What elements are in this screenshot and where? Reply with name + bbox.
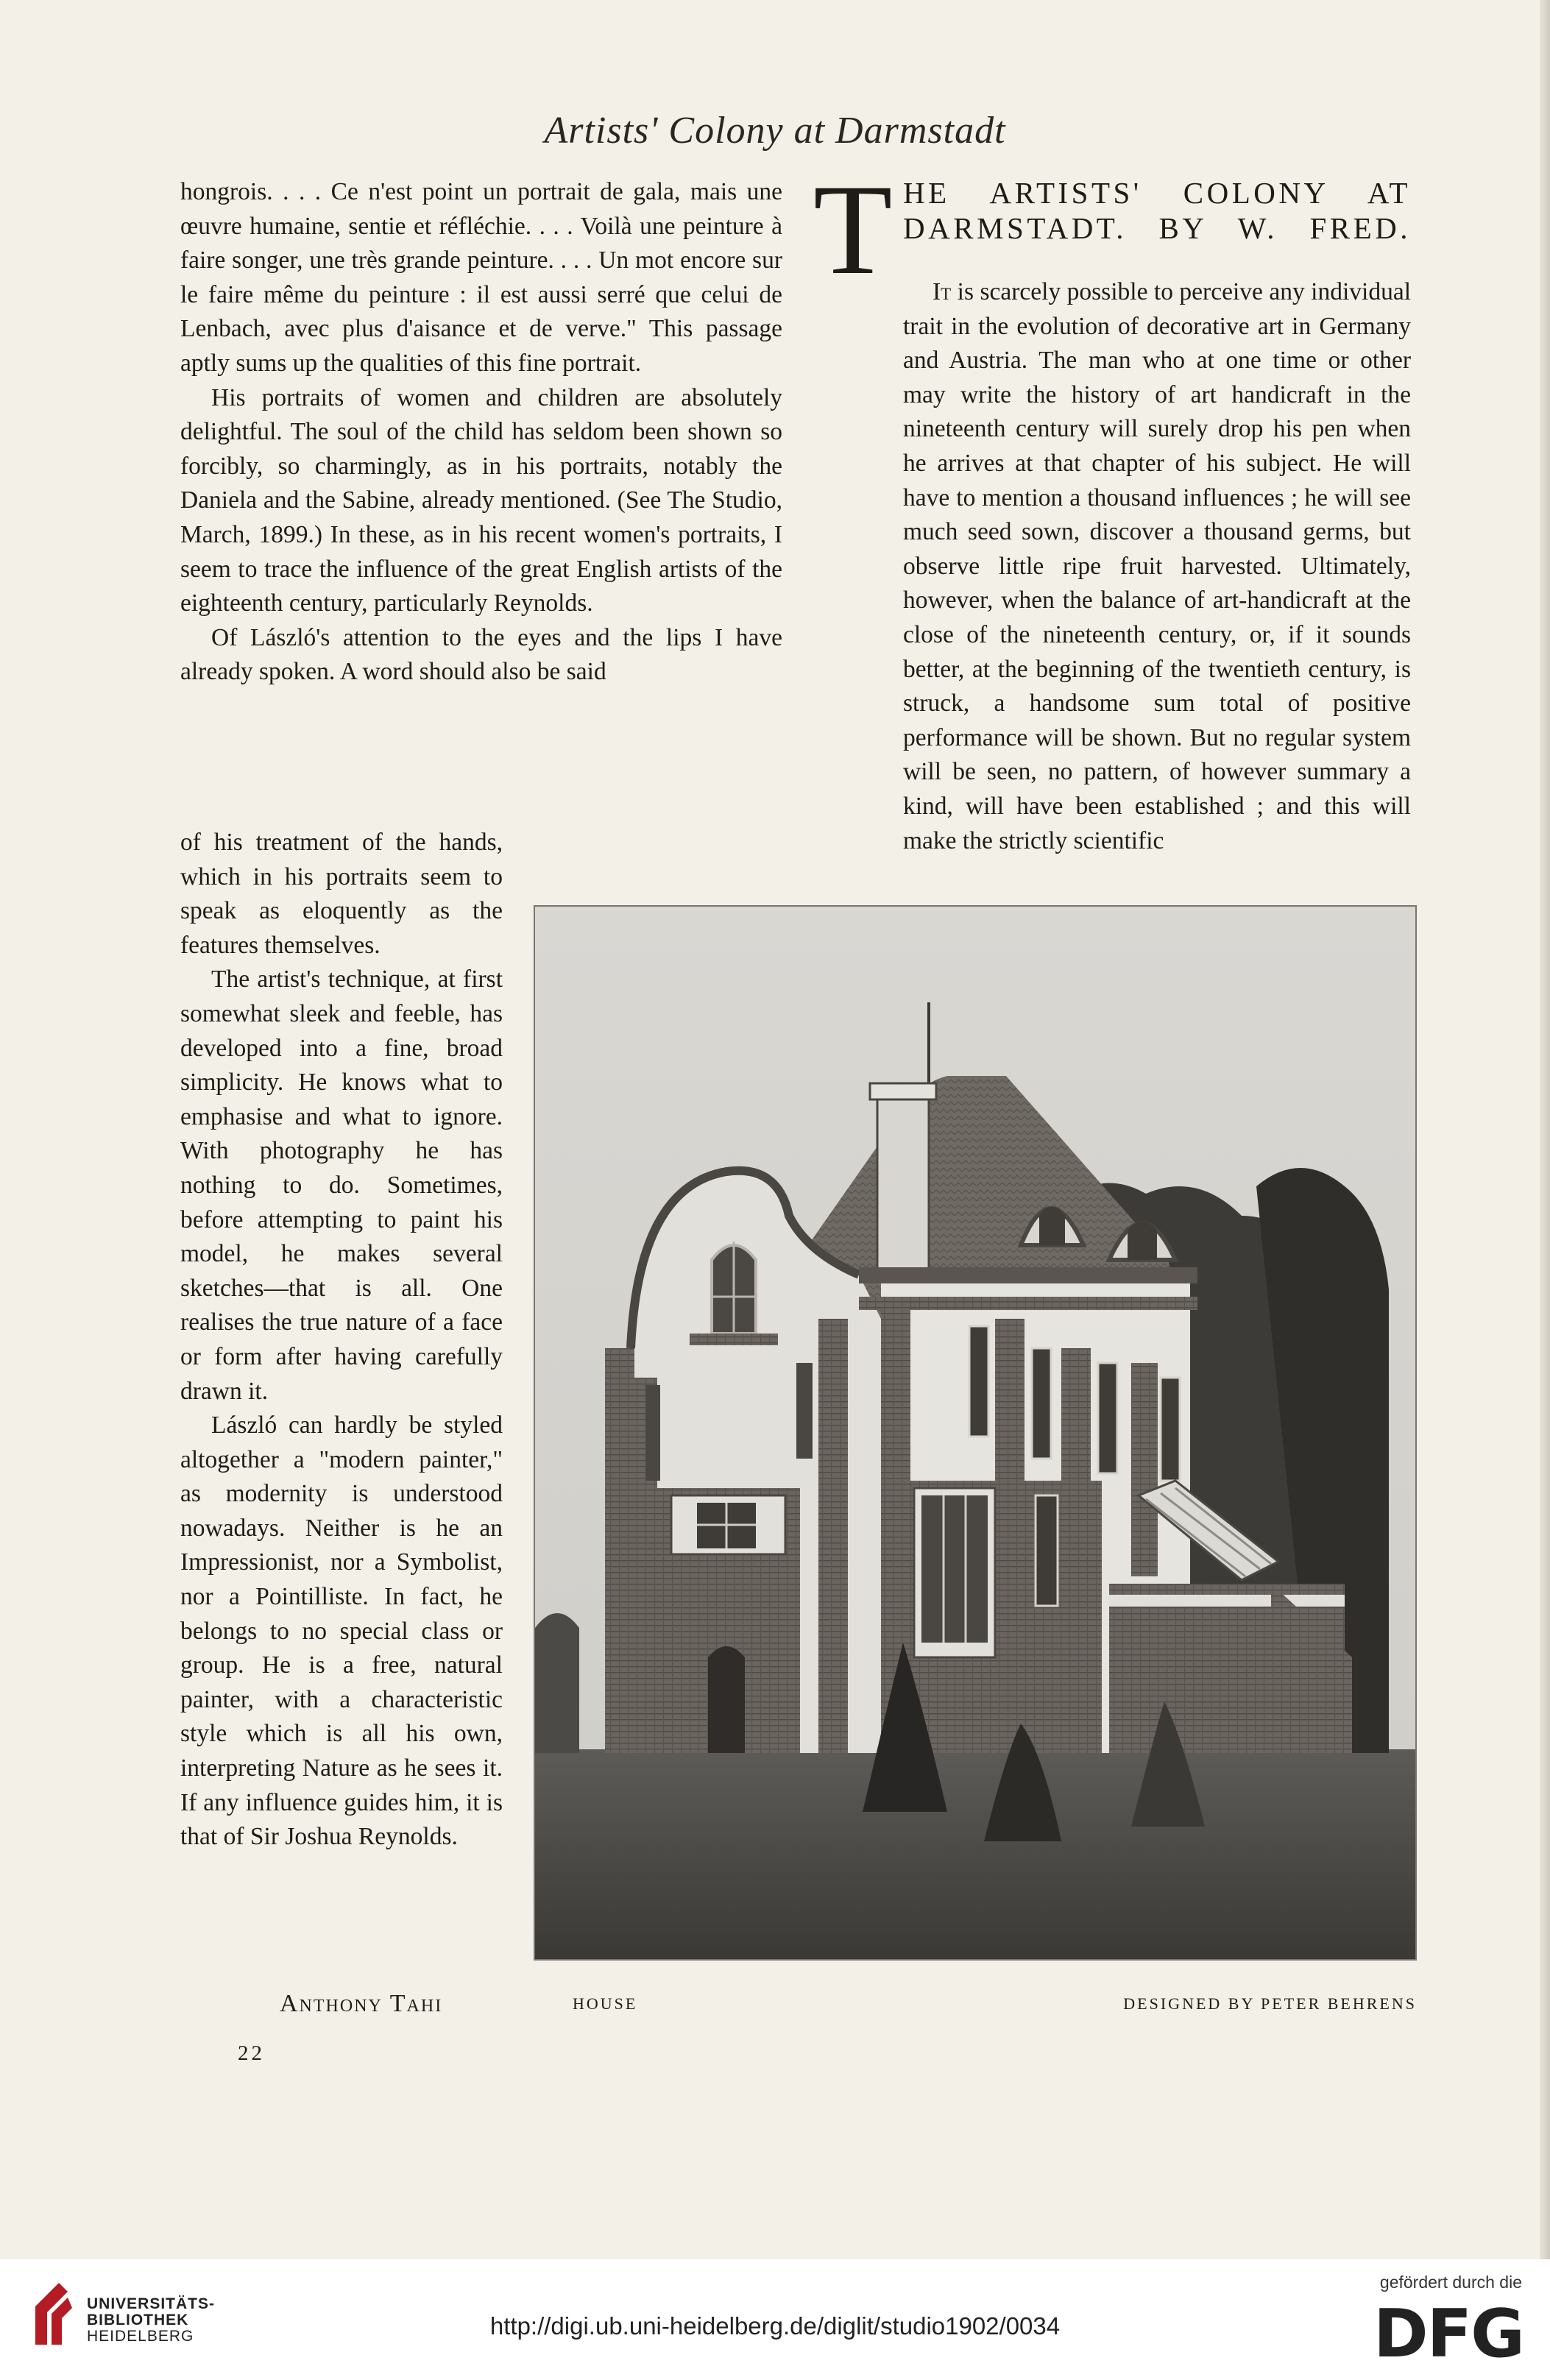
source-url-link[interactable]: http://digi.ub.uni-heidelberg.de/diglit/studio1902/0034 — [489, 2312, 1061, 2340]
article-paragraph — [813, 275, 1411, 858]
dfg-logo: DFG — [1373, 2295, 1524, 2373]
paragraph-french-quote: hongrois. . . . Ce n'est point un portrait de gala, mais une œuvre humaine, sentie et réfléchie. . . . Voilà une peinture à faire songer, une très grande peinture. . . . Un mot encore sur le faire même du peinture : il est aussi serré que celui de Lenbach, avec plus d'aisance et de verve." This passage aptly sums up the qualities of this fine portrait. — [180, 178, 782, 377]
lead-word: It — [933, 278, 952, 305]
author-signature: Anthony Tahi — [280, 1990, 443, 2017]
house-photograph — [534, 905, 1417, 1961]
article-title-line-2: DARMSTADT. BY W. FRED. — [903, 211, 1411, 245]
article-title-line-1: HE ARTISTS' COLONY AT — [903, 176, 1411, 210]
library-line-2: BIBLIOTHEK — [87, 2312, 189, 2328]
paragraph-hands: of his treatment of the hands, which in his portraits seem to speak as eloquently as the features themselves. — [180, 829, 503, 959]
paragraph-modern-painter: László can hardly be styled altogether a "modern painter," as modernity is understood nowadays. Neither is he an Impressionist, nor a Symbolist, nor a Pointilliste. In fact, he belongs to no special class or group. He is a free, natural painter, with a characteristic style which is all his own, interpreting Nature as he sees it. If any influence guides him, it is that of Sir Joshua Reynolds. — [180, 1412, 503, 1851]
library-line-1: UNIVERSITÄTS- — [87, 2295, 216, 2312]
page-number: 22 — [238, 2041, 265, 2065]
article-paragraph-text: is scarcely possible to perceive any individual trait in the evolution of decorative art in Germany and Austria. The man who at one time or other may write the history of art handicraft in the nineteenth century will surely drop his pen when he arrives at that chapter of his subject. He will have to mention a thousand influences ; he will see much seed sown, discover a thousand germs, but observe little ripe fruit harvested. Ultimately, however, when the balance of art-handicraft at the close of the nineteenth century, or, if it sounds better, at the beginning of the twentieth century, is struck, a handsome sum total of positive performance will be shown. But no regular system will be seen, no pattern, of however summary a kind, will have been established ; and this will make the strictly scientific — [903, 278, 1411, 854]
library-line-3: HEIDELBERG — [87, 2328, 194, 2345]
left-column-narrow — [180, 826, 503, 1855]
running-head: Artists' Colony at Darmstadt — [544, 110, 1006, 152]
digitization-footer — [0, 2259, 1550, 2380]
paragraph-eyes-lips: Of László's attention to the eyes and the lips I have already spoken. A word should also be said — [180, 623, 782, 686]
scan-edge — [1540, 0, 1550, 2259]
caption-left: HOUSE — [573, 1994, 638, 2013]
drop-cap: T — [813, 158, 893, 302]
left-column-top — [180, 175, 782, 690]
right-column — [813, 158, 1411, 858]
paragraph-technique: The artist's technique, at first somewhat sleek and feeble, has developed into a fine, broad simplicity. He knows what to emphasise and what to ignore. With photography he has nothing to do. Sometimes, before attempting to paint his model, he makes several sketches—that is all. One realises the true nature of a face or form after having carefully drawn it. — [180, 966, 503, 1405]
paragraph-portraits: His portraits of women and children are absolutely delightful. The soul of the child has seldom been shown so forcibly, so charmingly, as in his portraits, notably the Daniela and the Sabine, already mentioned. (See The Studio, March, 1899.) In these, as in his recent women's portraits, I seem to trace the influence of the great English artists of the eighteenth century, particularly Reynolds. — [180, 383, 782, 617]
caption-right: DESIGNED BY PETER BEHRENS — [1123, 1994, 1417, 2013]
funding-note: gefördert durch die — [1379, 2273, 1522, 2292]
